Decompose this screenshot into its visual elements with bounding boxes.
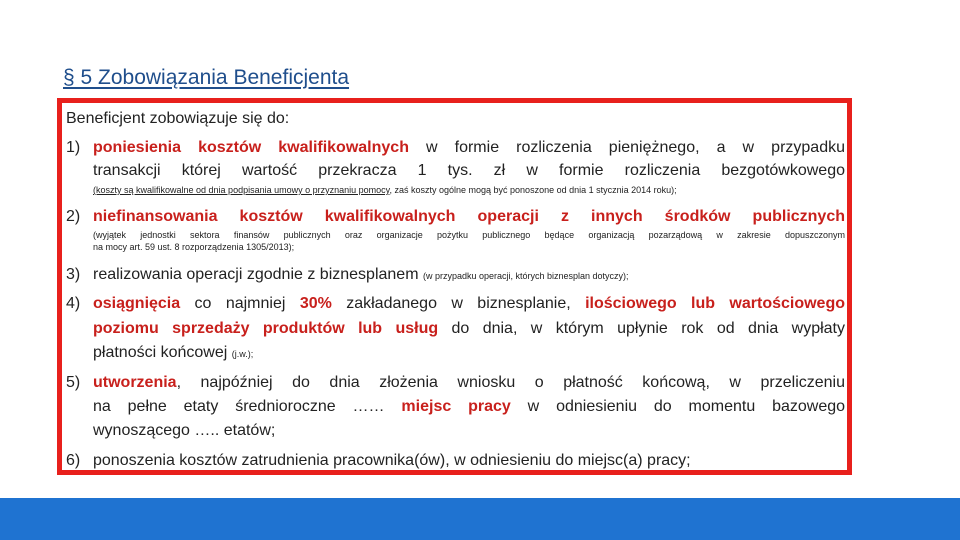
item-4-line-1 (93, 294, 845, 314)
item-4-text-1: co najmniej (180, 295, 300, 312)
item-5-number: 5) (66, 374, 81, 391)
item-4-highlight-1: osiągnięcia (93, 295, 181, 312)
page-title: § 5 Zobowiązania Beneficjenta (63, 66, 350, 89)
item-4-number: 4) (66, 295, 81, 312)
item-5-line-3: wynoszącego ….. etatów; (93, 422, 276, 439)
item-1-note-rest: , zaś koszty ogólne mogą być ponoszone od dnia 1 stycznia 2014 roku); (389, 185, 677, 195)
item-4-note: (j.w.); (231, 349, 254, 359)
item-5-highlight-2: miejsc pracy (401, 398, 511, 415)
item-4-line-3 (93, 343, 253, 364)
item-6-number: 6) (66, 452, 81, 469)
item-5-line-2 (93, 397, 845, 417)
item-4-line-2 (93, 319, 845, 339)
item-1-text: w formie rozliczenia pieniężnego, a w przypadku (408, 139, 845, 156)
item-4-highlight-4: poziomu sprzedaży produktów lub usług (93, 320, 439, 337)
item-5-highlight: utworzenia (93, 374, 177, 391)
item-1-note (93, 185, 677, 196)
item-2-number: 2) (66, 208, 81, 225)
item-4-highlight-3: ilościowego lub wartościowego (585, 295, 846, 312)
item-4-text-3: do dnia, w którym upłynie rok od dnia wypłaty (438, 320, 845, 337)
item-1-line-1 (93, 138, 845, 158)
item-4-text-2: zakładanego w biznesplanie, (331, 295, 586, 312)
item-5-text-2: na pełne etaty średnioroczne …… (93, 398, 402, 415)
item-4-text-4: płatności końcowej (93, 344, 232, 361)
item-3-line-1 (93, 265, 629, 286)
item-5-line-1 (93, 373, 845, 393)
item-2-note-2: na mocy art. 59 ust. 8 rozporządzenia 1305/2013); (93, 242, 295, 252)
item-1-note-underlined: (koszty są kwalifikowalne od dnia podpisania umowy o przyznaniu pomocy (93, 185, 390, 195)
item-3-number: 3) (66, 266, 81, 283)
item-6-line-1: ponoszenia kosztów zatrudnienia pracownika(ów), w odniesieniu do miejsc(a) pracy; (93, 452, 691, 469)
item-1-line-2: transakcji której wartość przekracza 1 tys. zł w formie rozliczenia bezgotówkowego (93, 162, 845, 179)
item-1-number: 1) (66, 139, 81, 156)
item-5-text-1: , najpóźniej do dnia złożenia wniosku o płatność końcową, w przeliczeniu (176, 374, 845, 391)
item-3-text: realizowania operacji zgodnie z biznesplanem (93, 266, 423, 283)
item-1-highlight: poniesienia kosztów kwalifikowalnych (93, 139, 409, 156)
item-5-text-3: w odniesieniu do momentu bazowego (510, 398, 846, 415)
footer-bar (0, 498, 960, 540)
item-4-highlight-2: 30% (299, 295, 332, 312)
item-2-line-1: niefinansowania kosztów kwalifikowalnych operacji z innych środków publicznych (93, 208, 845, 225)
item-2-note-1: (wyjątek jednostki sektora finansów publicznych oraz organizacje pożytku publicznego będące organizacją pozarządową w zakresie dopuszczonym (93, 230, 845, 240)
item-3-note: (w przypadku operacji, których biznesplan dotyczy); (422, 271, 629, 281)
intro-text: Beneficjent zobowiązuje się do: (66, 110, 290, 127)
